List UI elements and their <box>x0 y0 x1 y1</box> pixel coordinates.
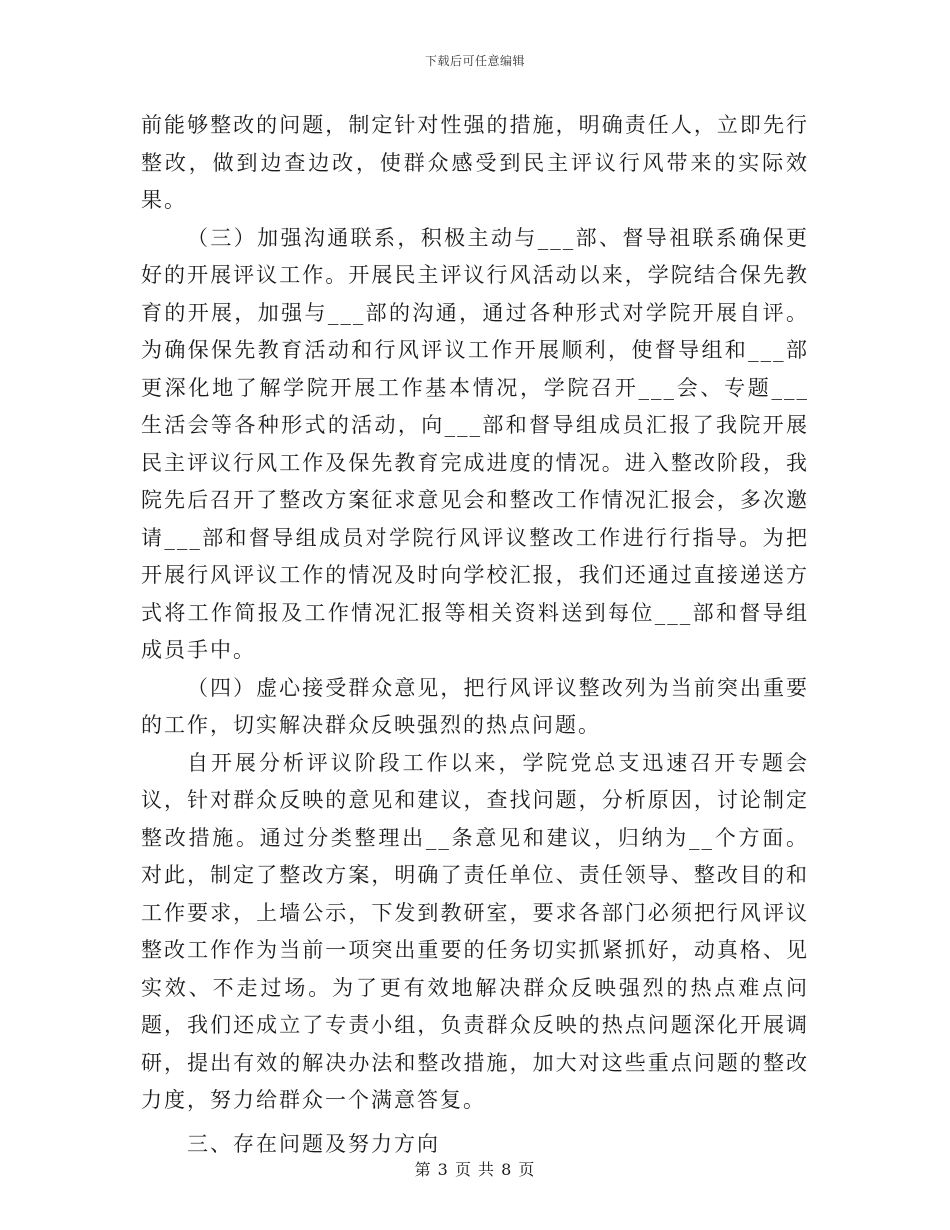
document-body <box>141 107 809 1163</box>
paragraph-section-four: （四）虚心接受群众意见，把行风评议整改列为当前突出重要的工作，切实解决群众反映强烈的热点问题。 <box>141 675 809 737</box>
paragraph-section-three: （三）加强沟通联系，积极主动与___部、督导祖联系确保更好的开展评议工作。开展民主评议行风活动以来，学院结合保先教育的开展，加强与___部的沟通，通过各种形式对学院开展自评。为确保保先教育活动和行风评议工作开展顺利，使督导组和___部更深化地了解学院开展工作基本情况，学院召开___会、专题___生活会等各种形式的活动，向___部和督导组成员汇报了我院开展民主评议行风工作及保先教育完成进度的情况。进入整改阶段，我院先后召开了整改方案征求意见会和整改工作情况汇报会，多次邀请___部和督导组成员对学院行风评议整改工作进行行指导。为把开展行风评议工作的情况及时向学校汇报，我们还通过直接递送方式将工作简报及工作情况汇报等相关资料送到每位___部和督导组成员手中。 <box>141 225 809 662</box>
section-heading-problems: 三、存在问题及努力方向 <box>187 1131 440 1156</box>
paragraph-rectification: 自开展分析评议阶段工作以来，学院党总支迅速召开专题会议，针对群众反映的意见和建议，查找问题，分析原因，讨论制定整改措施。通过分类整理出__条意见和建议，归纳为__个方面。对此，制定了整改方案，明确了责任单位、责任领导、整改目的和工作要求，上墙公示，下发到教研室，要求各部门必须把行风评议整改工作作为当前一项突出重要的任务切实抓紧抓好，动真格、见实效、不走过场。为了更有效地解决群众反映强烈的热点难点问题，我们还成立了专责小组，负责群众反映的热点问题深化开展调研，提出有效的解决办法和整改措施，加大对这些重点问题的整改力度，努力给群众一个满意答复。 <box>141 750 809 1112</box>
page-header: 下载后可任意编辑 <box>424 54 525 68</box>
page-number: 第 3 页 共 8 页 <box>414 1160 536 1179</box>
paragraph-continuation: 前能够整改的问题，制定针对性强的措施，明确责任人，立即先行整改，做到边查边改，使群众感受到民主评议行风带来的实际效果。 <box>141 113 809 212</box>
